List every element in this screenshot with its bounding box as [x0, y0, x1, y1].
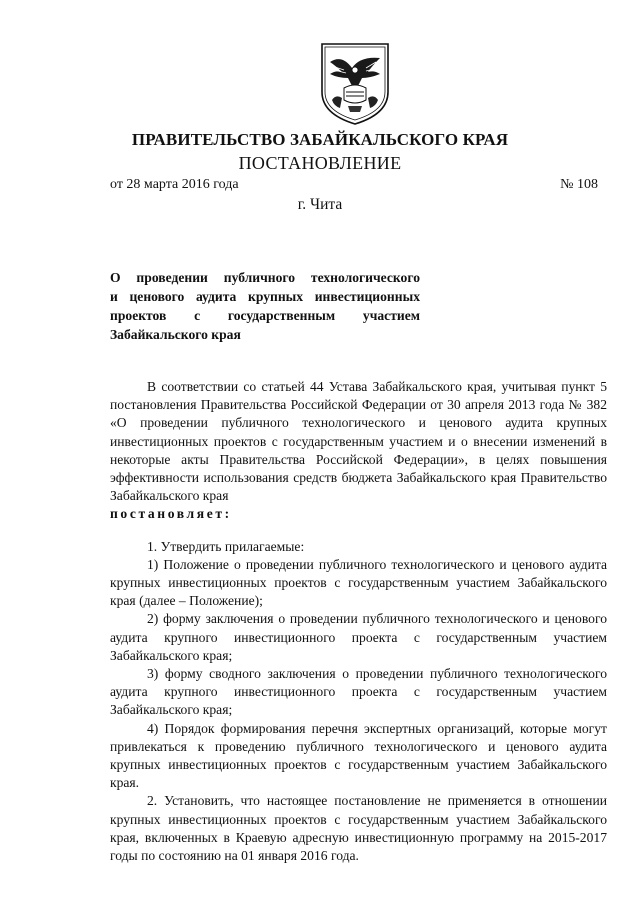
body-paragraph: 4) Порядок формирования перечня экспертных организаций, которые могут привлекаться к проведению публичного технологического и ценового аудита крупных инвестиционных проектов с государственным участием Забайкальского края.	[110, 720, 607, 791]
subject-line: проектов с государственным участием	[110, 308, 420, 323]
body-paragraph: 2) форму заключения о проведении публичного технологического и ценового аудита крупного инвестиционного проекта с государственным участием Забайкальского края;	[110, 611, 607, 663]
document-subject	[110, 268, 420, 344]
document-body	[110, 378, 607, 865]
body-paragraph: 1) Положение о проведении публичного технологического и ценового аудита крупных инвестиционных проектов с государственным участием Забайкальского края (далее – Положение);	[110, 556, 607, 609]
preamble-paragraph: В соответствии со статьей 44 Устава Забайкальского края, учитывая пункт 5 постановления Правительства Российской Федерации от 30 апреля 2013 года № 382 «О проведении публичного технологического и ценового аудита крупных инвестиционных проектов с государственным участием и о внесении изменений в некоторые акты Правительства Российской Федерации», в целях повышения эффективности использования средств бюджета Забайкальского края Правительство Забайкальского края	[110, 379, 607, 504]
document-type: ПОСТАНОВЛЕНИЕ	[238, 153, 402, 173]
document-city: г. Чита	[297, 196, 343, 213]
body-paragraph: 1. Утвердить прилагаемые:	[147, 538, 305, 554]
body-paragraph: 3) форму сводного заключения о проведении публичного технологического аудита крупного инвестиционного проекта с государственным участием Забайкальского края;	[110, 666, 607, 718]
document-number: № 108	[560, 177, 598, 192]
organization-title: ПРАВИТЕЛЬСТВО ЗАБАЙКАЛЬСКОГО КРАЯ	[131, 130, 509, 149]
subject-line: О проведении публичного технологического	[110, 270, 420, 285]
paragraph-gap	[110, 524, 607, 538]
decree-word: постановляет:	[110, 506, 232, 522]
subject-line: и ценового аудита крупных инвестиционных	[110, 289, 420, 304]
coat-of-arms-icon	[314, 40, 396, 126]
subject-line: Забайкальского края	[110, 327, 241, 342]
decree-line	[110, 505, 607, 523]
body-paragraph: 2. Установить, что настоящее постановление не применяется в отношении крупных инвестиционных проектов с государственным участием Забайкальского края, включенных в Краевую адресную инвестиционную программу на 2015-2017 годы по состоянию на 01 января 2016 года.	[110, 793, 607, 864]
document-date: от 28 марта 2016 года	[110, 177, 239, 192]
